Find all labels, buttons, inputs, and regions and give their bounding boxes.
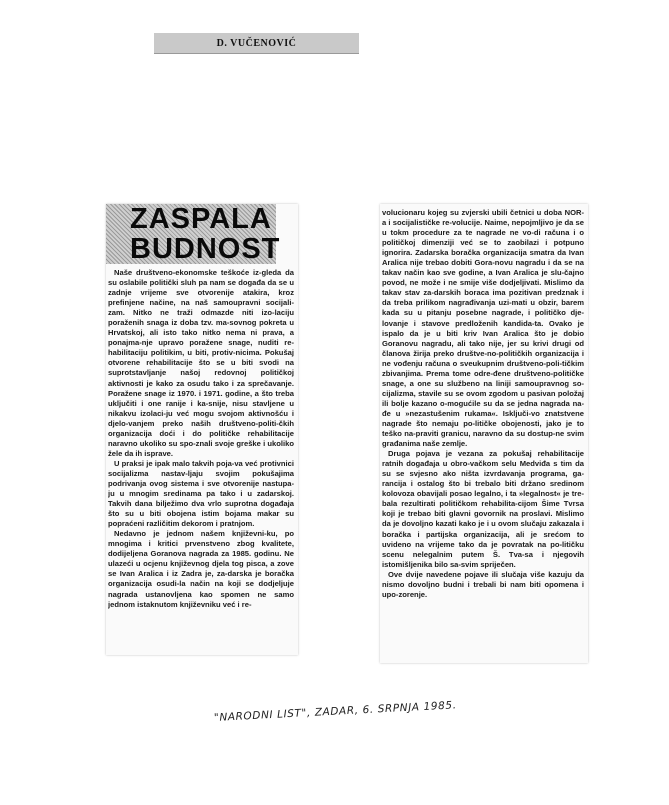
- paragraph: volucionaru kojeg su zvjerski ubili četnici u doba NOR-a i socijalističke re-volucije. Naime, nepojmljivo je da se u tokm procedure za te nagrade ne vo-di računa i o političkoj dimenziji već se to zaobilazi i potpuno ignorira. Zadarska boračka organizacija smatra da Ivan Aralica nije trebao dobiti Gora-novu nagradu i da se na takav način kao sve godine, a Ivan Aralica je slu-čajno povod, ne može i ne smije više dodjeljivati. Mislimo da takav stav za-darskih boraca ima pozitivan predznak i da treba prilikom nagrađivanja uzi-mati u obzir, barem kada su u pitanju posebne nagrade, i političko dje-lovanje i stavove predloženih kandida-ta. Ovako je ispalo da je u biti kriv Ivan Aralica što je dobio Goranovu nagradu, ali tako nije, jer su krivi drugi od članova žirija preko društve-no-političkih organizacija i ne vođenju računa o sveukupnim društveno-poli-tičkim zbivanjima. Prema tome odre-đene društveno-političke snage, a one su službeno na liniji samoupravnog so-cijalizma, stavile su se ovom zgodom u pasivan položaj ili bolje kazano o-mogućile su da se jedna nagrada na-đe u »nezastušenim rukama«. Isključi-vo znatstvene nagrade što nemaju po-litičke obojenosti, jako je to teško na-praviti granicu, naravno da su dostup-ne svim građanima naše zemlje.: [382, 208, 584, 449]
- paragraph: Ove dvije navedene pojave ili slučaja više kazuju da nismo dovoljno budni i trebali bi nam biti opomena i upo-zorenje.: [382, 569, 584, 599]
- article-column-left: [108, 268, 294, 651]
- headline-line-1: ZASPALA: [130, 203, 272, 235]
- paragraph: Naše društveno-ekonomske teškoće iz-gleda da su oslabile politički sluh pa nam se događa da se u zadnje vrijeme sve otvorenije atakira, kroz prefinjene načine, na naš samoupravni socijali-zam. Nitko ne traži odmazde niti izo-laciju poraženih snaga iz doba tzv. ma-sovnog pokreta u Hrvatskoj, ali isto tako nitko nema ni prava, a ponajma-nje upravo poražene snage, nuditi re-habilitaciju politikim, u biti, protiv-nicima. Pokušaj otvorene rehabilitacije što se u biti svodi na suprotstavljanje našoj redovnoj političkoj aktivnosti je kako za osudu tako i za sprečavanje. Poražene snage iz 1970. i 1971. godine, a što treba uključiti i one ranije i ka-snije, nisu stavljene u nikakvu izolaci-ju već mogu svojom aktivnošću i djelo-vanjem preko naših društveno-politi-čkih organizacija doći i do političke rehabilitacije naravno ukoliko su spo-znali svoje greške i ukoliko žele da ih isprave.: [108, 268, 294, 458]
- author-name: D. VUČENOVIĆ: [216, 37, 297, 49]
- author-label: [154, 33, 359, 54]
- article-column-right: [382, 208, 584, 660]
- handwritten-source-note: "NARODNI LIST", ZADAR, 6. SRPNJA 1985.: [213, 699, 457, 724]
- headline-line-2: BUDNOST: [130, 233, 281, 265]
- article-headline: [106, 203, 281, 265]
- paragraph: Druga pojava je vezana za pokušaj rehabilitacije ratnih događaja u obro-vačkom selu Medviđa s tim da su se svjesno ako ništa izvrdavanja programa, ga-rancija i ostalog što bi trebalo biti držano sredinom kolovoza obavijali posao legalno, i ta »legalnost« je tre-bala rezultirati političkom rehabilita-cijom Šime Tvrsa koji je trebao biti glavni govornik na proslavi. Mislimo da je dovoljno kazati kako je i u ovom slučaju zakazala i boračka i partijska organizacija, ali je srećom to uvideno na vrijeme tako da je povratak na po-litičku scenu nelegalnim putem Š. Tva-sa i njegovih istomišljenika bilo sa-svim spriječen.: [382, 449, 584, 569]
- paragraph: U praksi je ipak malo takvih poja-va već protivnici socijalizma nastav-ljaju svojim pokušajima podrivanja ovog sistema i sve otvorenije nastupa-ju u mnogim sredinama pa tako i u zadarskoj. Takvih dana bilježimo dva vrlo suprotna događaja što su u biti obojena istim bojama makar su popraćeni različitim dekorom i pratnjom.: [108, 458, 294, 529]
- paragraph: Nedavno je jednom našem književni-ku, po mnogima i kritici prvenstveno zbog kvalitete, dodijeljena Goranova nagrada za 1985. godinu. Ne ulazeći u ocjenu književnog djela tog pisca, a zove se Ivan Aralica i iz Zadra je, za-darska je boračka organizacija osudi-la način na koji se dodjeljuje nagrada ustanovljena kao spomen ne samo jednom istaknutom književniku već i re-: [108, 529, 294, 609]
